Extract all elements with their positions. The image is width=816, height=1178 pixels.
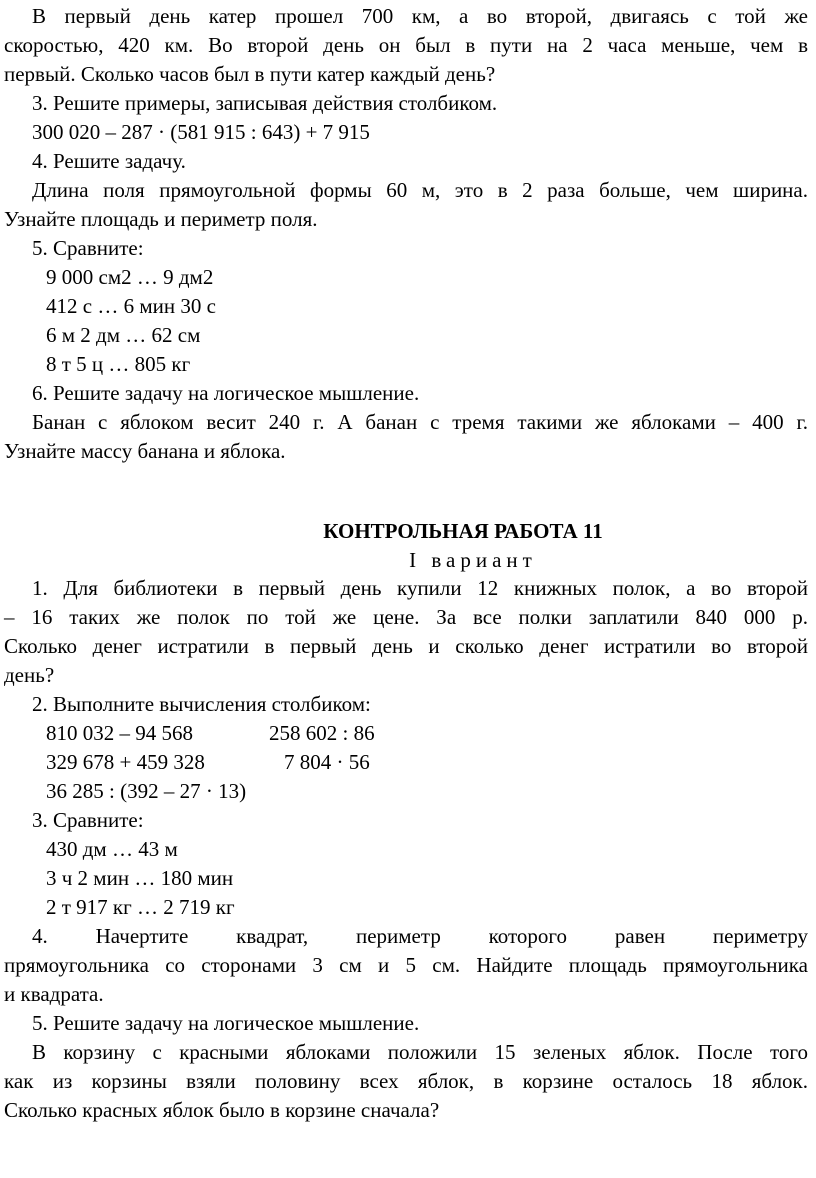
w-task3-item: 2 т 917 кг … 2 719 кг: [46, 895, 235, 919]
w-task1-line-1: 1. Для библиотеки в первый день купили 12 книжных полок, а во второй: [32, 576, 808, 600]
task4-line-2: Узнайте площадь и периметр поля.: [4, 207, 318, 231]
work-heading: КОНТРОЛЬНАЯ РАБОТА 11: [323, 519, 603, 543]
task6-title: 6. Решите задачу на логическое мышление.: [32, 381, 420, 405]
task3-expression: 300 020 – 287 · (581 915 : 643) + 7 915: [32, 120, 370, 144]
w-task4-line-2: прямоугольника со сторонами 3 см и 5 см. Найдите площадь прямоугольника: [4, 953, 808, 977]
intro-line-1: В первый день катер прошел 700 км, а во второй, двигаясь с той же: [32, 4, 808, 28]
task5-item: 6 м 2 дм … 62 см: [46, 323, 201, 347]
intro-line-2: скоростью, 420 км. Во второй день он был в пути на 2 часа меньше, чем в: [4, 33, 808, 57]
variant-label: I вариант: [409, 548, 537, 572]
task5-item: 8 т 5 ц … 805 кг: [46, 352, 191, 376]
task5-title: 5. Сравните:: [32, 236, 144, 260]
intro-line-3: первый. Сколько часов был в пути катер каждый день?: [4, 62, 496, 86]
task6-line-2: Узнайте массу банана и яблока.: [4, 439, 286, 463]
w-task1-line-2: – 16 таких же полок по той же цене. За все полки заплатили 840 000 р.: [4, 605, 808, 629]
w-task3-item: 3 ч 2 мин … 180 мин: [46, 866, 234, 890]
w-task2-expr: 36 285 : (392 – 27 · 13): [46, 779, 247, 803]
w-task5-line-2: как из корзины взяли половину всех яблок, в корзине осталось 18 яблок.: [4, 1069, 808, 1093]
w-task5-title: 5. Решите задачу на логическое мышление.: [32, 1011, 420, 1035]
task5-item: 9 000 см2 … 9 дм2: [46, 265, 214, 289]
w-task2-expr: 810 032 – 94 568: [46, 721, 193, 745]
w-task2-expr: 258 602 : 86: [269, 721, 375, 745]
w-task4-line-1: 4. Начертите квадрат, периметр которого равен периметру: [32, 924, 808, 948]
w-task2-expr: 7 804 · 56: [284, 750, 370, 774]
w-task3-item: 430 дм … 43 м: [46, 837, 178, 861]
task4-line-1: Длина поля прямоугольной формы 60 м, это в 2 раза больше, чем ширина.: [32, 178, 808, 202]
w-task2-expr: 329 678 + 459 328: [46, 750, 205, 774]
task4-title: 4. Решите задачу.: [32, 149, 186, 173]
w-task4-line-3: и квадрата.: [4, 982, 104, 1006]
w-task3-title: 3. Сравните:: [32, 808, 144, 832]
w-task1-line-4: день?: [4, 663, 55, 687]
w-task2-title: 2. Выполните вычисления столбиком:: [32, 692, 371, 716]
task5-item: 412 с … 6 мин 30 с: [46, 294, 216, 318]
w-task5-line-3: Сколько красных яблок было в корзине сначала?: [4, 1098, 440, 1122]
task6-line-1: Банан с яблоком весит 240 г. А банан с тремя такими же яблоками – 400 г.: [32, 410, 808, 434]
task3-title: 3. Решите примеры, записывая действия столбиком.: [32, 91, 498, 115]
w-task1-line-3: Сколько денег истратили в первый день и сколько денег истратили во второй: [4, 634, 808, 658]
w-task5-line-1: В корзину с красными яблоками положили 15 зеленых яблок. После того: [32, 1040, 808, 1064]
